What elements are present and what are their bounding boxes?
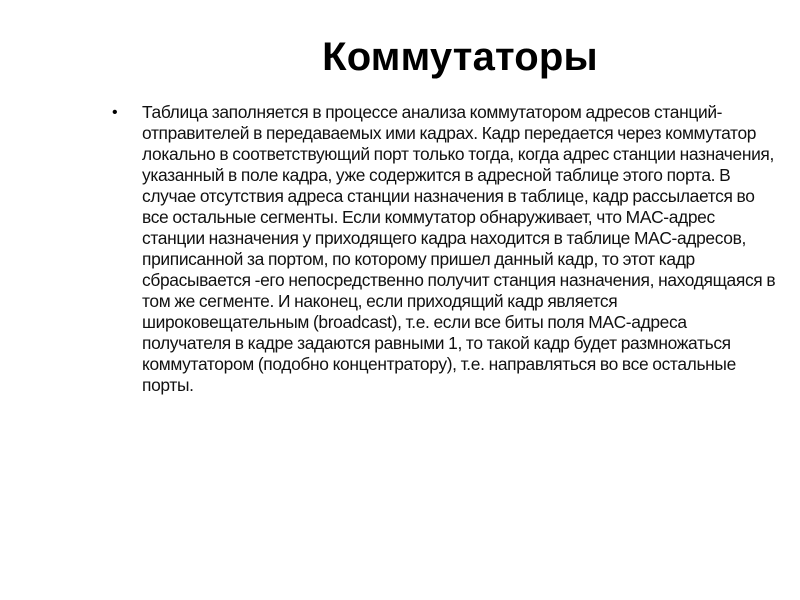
bullet-text: Таблица заполняется в процессе анализа коммутатором адресов станций-отправителей в передаваемых ими кадрах. Кадр передается через коммутатор локально в соответствующий порт только тогда, когда адрес станции назначения, указанный в поле кадра, уже содержится в адресной таблице этого порта. В случае отсутствия адреса станции назначения в таблице, кадр рассылается во все остальные сегменты. Если коммутатор обнаруживает, что MAC-адрес станции назначения у приходящего кадра находится в таблице MAC-адресов, приписанной за портом, по которому пришел данный кадр, то этот кадр сбрасывается -его непосредственно получит станция назначения, находящаяся в том же сегменте. И наконец, если приходящий кадр является широковещательным (broadcast), т.е. если все биты поля MAC-адреса получателя в кадре задаются равными 1, то такой кадр будет размножаться коммутатором (подобно концентратору), т.е. направляться во все остальные порты. xyxy=(142,102,776,395)
bullet-item xyxy=(0,102,800,396)
slide-title: Коммутаторы xyxy=(322,35,598,79)
bullet-list xyxy=(0,102,800,396)
bullet-marker: • xyxy=(112,104,118,121)
